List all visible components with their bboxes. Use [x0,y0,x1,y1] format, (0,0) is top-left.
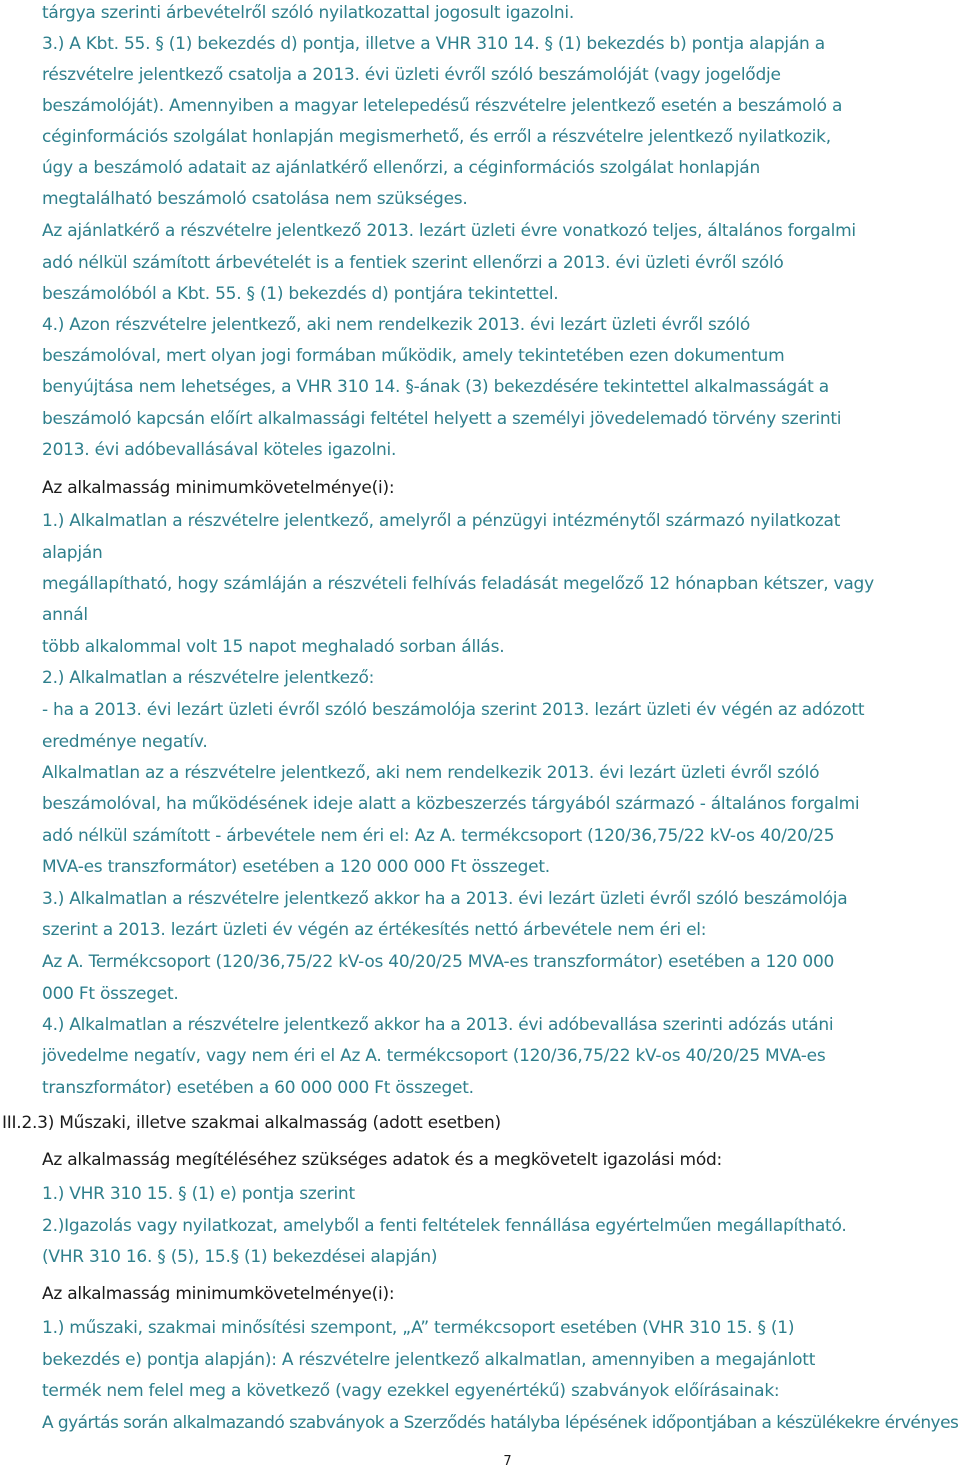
text-line: annál [42,605,88,625]
text-line: transzformátor) esetében a 60 000 000 Ft összeget. [42,1078,474,1098]
text-line: 3.) Alkalmatlan a részvételre jelentkező akkor ha a 2013. évi lezárt üzleti évről szóló beszámolója [42,889,848,909]
text-line: MVA-es transzformátor) esetében a 120 000 000 Ft összeget. [42,857,550,877]
text-line: úgy a beszámoló adatait az ajánlatkérő ellenőrzi, a céginformációs szolgálat honlapján [42,158,760,178]
text-line: megtalálható beszámoló csatolása nem szükséges. [42,189,468,209]
text-line: adó nélkül számított árbevételét is a fentiek szerint ellenőrzi a 2013. évi üzleti évről szóló [42,253,784,273]
section-label: Az alkalmasság minimumkövetelménye(i): [42,478,395,498]
text-line: részvételre jelentkező csatolja a 2013. évi üzleti évről szóló beszámolóját (vagy jogelődje [42,65,781,85]
text-line: 3.) A Kbt. 55. § (1) bekezdés d) pontja, illetve a VHR 310 14. § (1) bekezdés b) pontja alapján a [42,34,825,54]
text-line: beszámoló kapcsán előírt alkalmassági feltétel helyett a személyi jövedelemadó törvény szerinti [42,409,842,429]
text-line: Az A. Termékcsoport (120/36,75/22 kV-os 40/20/25 MVA-es transzformátor) esetében a 120 000 [42,952,835,972]
section-label: Az alkalmasság minimumkövetelménye(i): [42,1284,395,1304]
text-line: 000 Ft összeget. [42,984,179,1004]
text-line: több alkalommal volt 15 napot meghaladó sorban állás. [42,637,505,657]
text-line: 2.)Igazolás vagy nyilatkozat, amelyből a fenti feltételek fennállása egyértelműen megállapítható. [42,1216,847,1236]
text-line: eredménye negatív. [42,732,208,752]
text-line: - ha a 2013. évi lezárt üzleti évről szóló beszámolója szerint 2013. lezárt üzleti év végén az adózott [42,700,865,720]
text-line: 2.) Alkalmatlan a részvételre jelentkező: [42,668,375,688]
text-line: termék nem felel meg a következő (vagy ezekkel egyenértékű) szabványok előírásainak: [42,1381,780,1401]
page-number: 7 [503,1454,512,1469]
text-line: 1.) Alkalmatlan a részvételre jelentkező, amelyről a pénzügyi intézménytől származó nyilatkozat [42,511,841,531]
text-line: 2013. évi adóbevallásával köteles igazolni. [42,440,397,460]
text-line: adó nélkül számított - árbevétele nem éri el: Az A. termékcsoport (120/36,75/22 kV-os 40/20/25 [42,826,835,846]
text-line: szerint a 2013. lezárt üzleti év végén az értékesítés nettó árbevétele nem éri el: [42,920,707,940]
text-line: alapján [42,543,103,563]
text-line: beszámolóval, mert olyan jogi formában működik, amely tekintetében ezen dokumentum [42,346,785,366]
text-line: megállapítható, hogy számláján a részvételi felhívás feladását megelőző 12 hónapban kétszer, vagy [42,574,874,594]
text-line: Alkalmatlan az a részvételre jelentkező, aki nem rendelkezik 2013. évi lezárt üzleti évről szóló [42,763,820,783]
text-line: benyújtása nem lehetséges, a VHR 310 14. §-ának (3) bekezdésére tekintettel alkalmasságát a [42,377,829,397]
text-line: bekezdés e) pontja alapján): A részvételre jelentkező alkalmatlan, amennyiben a megajánlott [42,1350,816,1370]
text-line: 1.) műszaki, szakmai minősítési szempont, „A” termékcsoport esetében (VHR 310 15. § (1) [42,1318,795,1338]
text-line: céginformációs szolgálat honlapján megismerhető, és erről a részvételre jelentkező nyilatkozik, [42,127,831,147]
text-line: Az ajánlatkérő a részvételre jelentkező 2013. lezárt üzleti évre vonatkozó teljes, általános forgalmi [42,221,856,241]
text-line: beszámolóval, ha működésének ideje alatt a közbeszerzés tárgyából származó - általános forgalmi [42,794,860,814]
text-line: 1.) VHR 310 15. § (1) e) pontja szerint [42,1184,355,1204]
section-heading: III.2.3) Műszaki, illetve szakmai alkalmasság (adott esetben) [2,1113,501,1133]
text-line: tárgya szerinti árbevételről szóló nyilatkozattal jogosult igazolni. [42,3,575,23]
text-line: 4.) Azon részvételre jelentkező, aki nem rendelkezik 2013. évi lezárt üzleti évről szóló [42,315,751,335]
text-line: 4.) Alkalmatlan a részvételre jelentkező akkor ha a 2013. évi adóbevallása szerinti adózás utáni [42,1015,834,1035]
text-line: A gyártás során alkalmazandó szabványok a Szerződés hatályba lépésének időpontjában a készülékekre érvényes [42,1413,959,1433]
text-line: beszámolóból a Kbt. 55. § (1) bekezdés d) pontjára tekintettel. [42,284,559,304]
section-label: Az alkalmasság megítéléséhez szükséges adatok és a megkövetelt igazolási mód: [42,1150,723,1170]
text-line: jövedelme negatív, vagy nem éri el Az A. termékcsoport (120/36,75/22 kV-os 40/20/25 MVA-es [42,1046,826,1066]
text-line: beszámolóját). Amennyiben a magyar letelepedésű részvételre jelentkező esetén a beszámoló a [42,96,843,116]
text-line: (VHR 310 16. § (5), 15.§ (1) bekezdései alapján) [42,1247,438,1267]
